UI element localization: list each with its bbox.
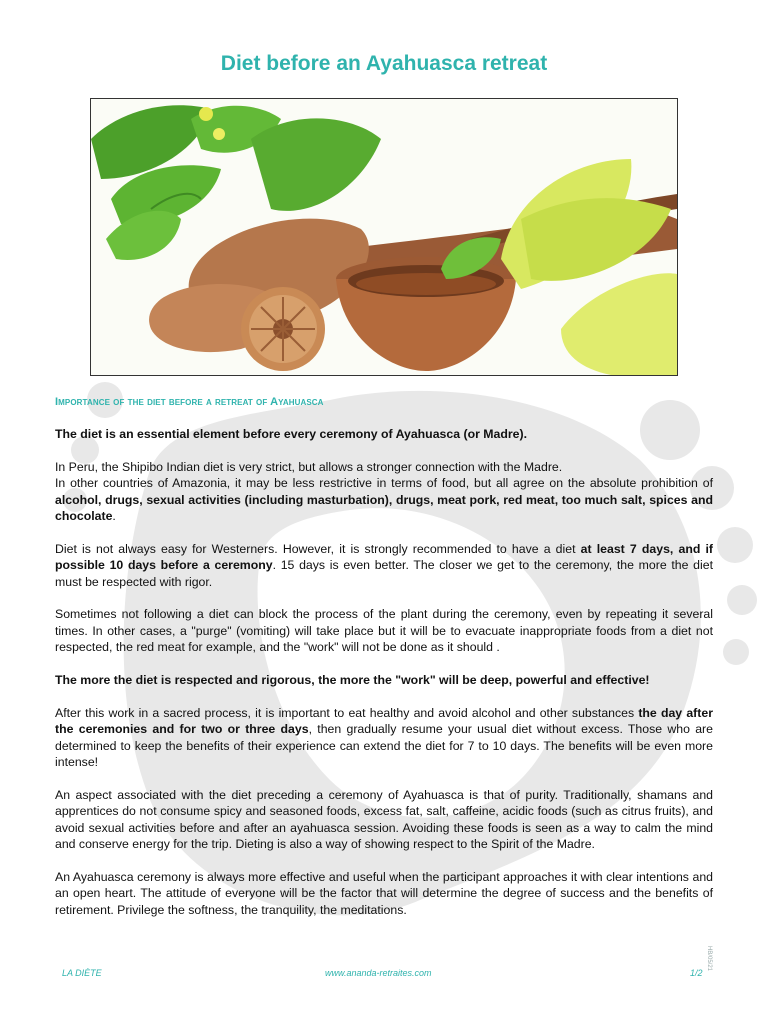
page-footer	[0, 968, 768, 982]
paragraph-3-bold: at least 7 days, and if possible 10 days before a ceremony	[55, 541, 713, 573]
article-body	[55, 426, 713, 918]
section-heading: Importance of the diet before a retreat of Ayahuasca	[55, 396, 324, 408]
paragraph-6-tail: , then gradually resume your usual diet without excess. Those who are determined to keep the benefits of their experience can extend the diet for 7 to 10 days. The benefits will be even more intense!	[55, 722, 713, 770]
paragraph-2b-bold: alcohol, drugs, sexual activities (including masturbation), drugs, meat pork, red meat, too much salt, spices and chocolate	[55, 492, 713, 524]
paragraph-4: Sometimes not following a diet can block the process of the plant during the ceremony, even by repeating it several times. In other cases, a "purge" (vomiting) will take place but it will be to evacuate inappropriate foods from a diet not respected, the red meat for example, and the "work" will not be done as it should .	[55, 607, 713, 655]
paragraph-2a: In Peru, the Shipibo Indian diet is very strict, but allows a stronger connection with the Madre.	[55, 459, 563, 474]
footer-left: LA DIÈTE	[62, 968, 102, 978]
footer-website-link[interactable]: www.ananda-retraites.com	[325, 968, 432, 978]
footer-page-number: 1/2	[690, 968, 703, 978]
paragraph-1-bold: The diet is an essential element before every ceremony of Ayahuasca (or Madre).	[55, 427, 528, 441]
paragraph-3-lead: Diet is not always easy for Westerners. However, it is strongly recommended to have a diet	[55, 541, 581, 556]
paragraph-8: An Ayahuasca ceremony is always more effective and useful when the participant approaches it with clear intentions and an open heart. The attitude of everyone will be the factor that will determine the degree of success and the benefits of retirement. Privilege the softness, the tranquility, the meditations.	[55, 869, 713, 917]
paragraph-2b-lead: In other countries of Amazonia, it may be less restrictive in terms of food, but all agree on the absolute prohibition of	[55, 476, 713, 491]
page-title: Diet before an Ayahuasca retreat	[220, 52, 548, 75]
paragraph-3-tail: . 15 days is even better. The closer we get to the ceremony, the more the diet must be respected with rigor.	[55, 558, 713, 589]
paragraph-2	[55, 459, 713, 525]
hero-image	[90, 98, 678, 376]
side-note: HB/05/21	[706, 946, 712, 972]
paragraph-7: An aspect associated with the diet preceding a ceremony of Ayahuasca is that of purity. Traditionally, shamans and apprentices do not consume spicy and seasoned foods, excess fat, salt, caffeine, acidic foods (such as citrus fruits), and avoid sexual activities before and after an ayahuasca session. Avoiding these foods is seen as a way to calm the mind and conserve energy for the trip. Dieting is also a way of showing respect to the Spirit of the Madre.	[55, 787, 713, 852]
paragraph-2b-tail: .	[112, 509, 116, 524]
ayahuasca-vine-bowl-leaves-photo	[91, 99, 677, 375]
paragraph-5-bold: The more the diet is respected and rigorous, the more the "work" will be deep, powerful and effective!	[55, 673, 650, 688]
paragraph-1	[55, 426, 713, 442]
paragraph-6-lead: After this work in a sacred process, it is important to eat healthy and avoid alcohol and other substances	[55, 705, 639, 720]
paragraph-6	[55, 705, 713, 771]
paragraph-3	[55, 541, 713, 590]
paragraph-6-bold: the day after the ceremonies and for two or three days	[55, 705, 713, 737]
paragraph-5	[55, 672, 713, 688]
